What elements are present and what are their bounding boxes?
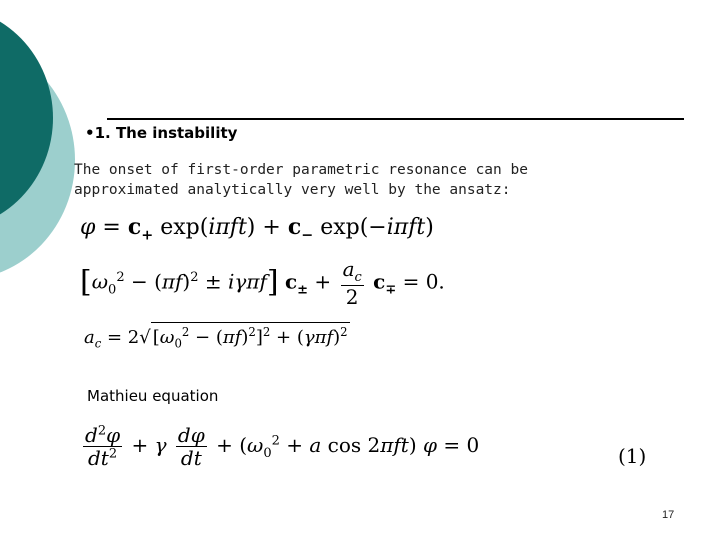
ansatz-equation: $\varphi = c_+$ $\exp(i\pi ft) + c_-$ exp(−iπft) xyxy=(80,214,434,244)
title-rule xyxy=(107,118,684,120)
mathieu-label: Mathieu equation xyxy=(87,387,219,405)
amplitude-equation: $[\omega_0^2 - (\pi f)^2 \pm i\gamma\pi f] c_\pm$ + $\frac{a_c}{2}$ $c_\mp = 0$. xyxy=(80,257,445,310)
intro-paragraph: The onset of first-order parametric resonance can be approximated analytically very well by the ansatz: xyxy=(74,162,528,198)
page-number: 17 xyxy=(662,509,675,521)
mathieu-equation: $\frac{d^2\varphi}{dt^2}$ + γ $\frac{d\varphi}{dt}$ + ($\omega_0^2 + a$ cos 2πft) φ = 0 xyxy=(85,423,480,470)
critical-amplitude-equation: $a_c = 2√$ $[\omega_0^2 - (\pi f)^2]^2 + (\gamma\pi f)^2$ xyxy=(84,322,350,351)
equation-number: (1) xyxy=(618,444,647,468)
section-heading: •1. The instability xyxy=(85,124,238,142)
